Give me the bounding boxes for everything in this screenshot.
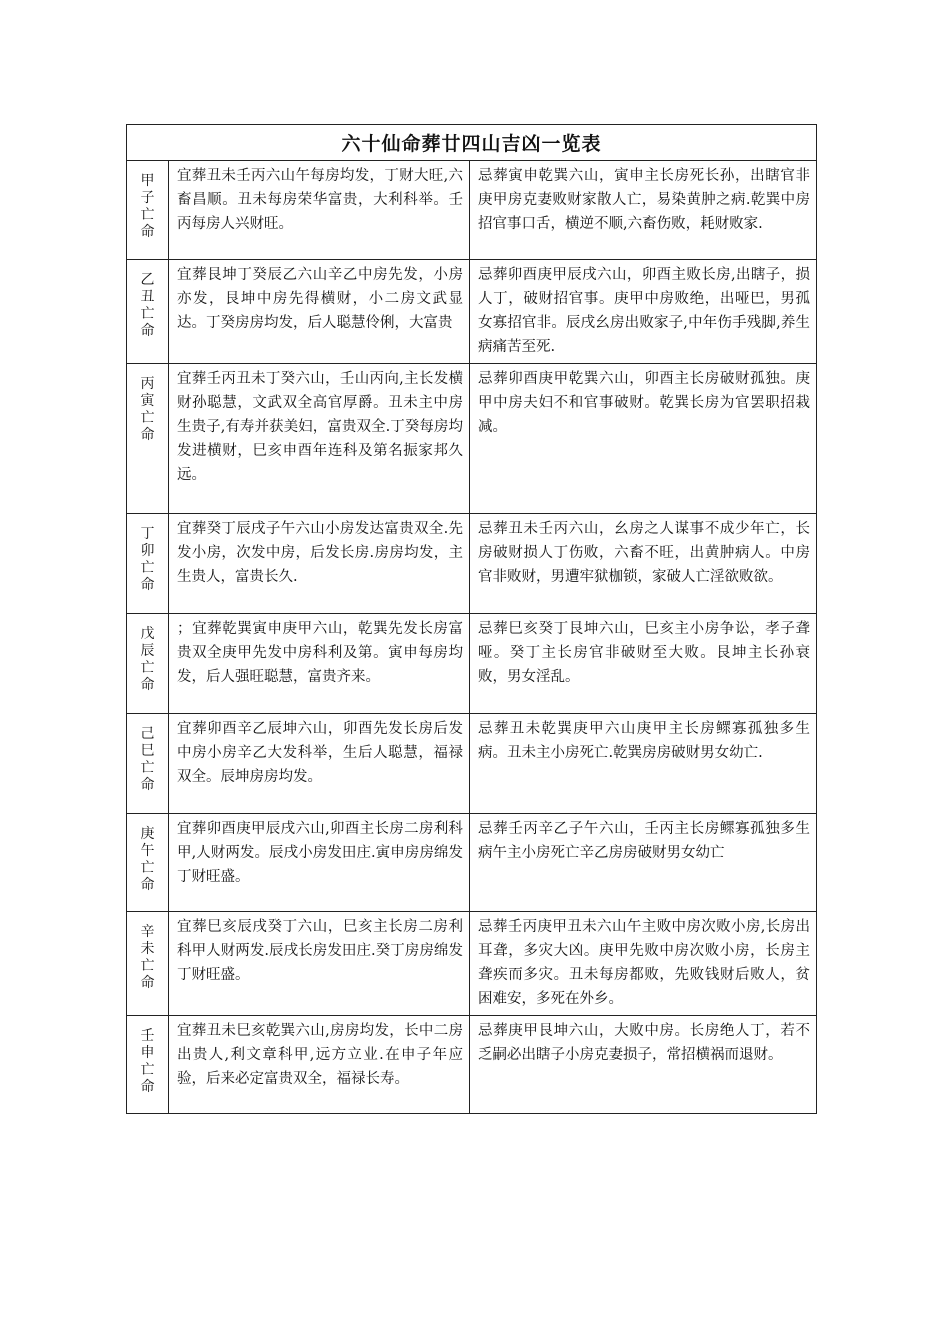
row-name-cell xyxy=(127,364,169,514)
row-name: 戊辰亡命 xyxy=(140,626,155,693)
inauspicious-text: 忌葬卯酉庚甲乾巽六山，卯酉主长房破财孤独。庚甲中房夫妇不和官事破财。乾巽长房为官罢职招栽减。 xyxy=(470,364,817,514)
auspicious-text: ；宜葬乾巽寅申庚甲六山，乾巽先发长房富贵双全庚甲先发中房科利及第。寅申每房均发，后人强旺聪慧，富贵齐来。 xyxy=(169,614,470,714)
table-row xyxy=(127,714,817,814)
row-name: 辛未亡命 xyxy=(140,924,155,991)
row-name-cell xyxy=(127,912,169,1016)
row-name: 丁卯亡命 xyxy=(140,526,155,593)
row-name-cell xyxy=(127,814,169,912)
table-row xyxy=(127,364,817,514)
table-row xyxy=(127,814,817,912)
row-name: 丙寅亡命 xyxy=(140,376,155,443)
row-name-cell xyxy=(127,514,169,614)
inauspicious-text: 忌葬壬丙庚甲丑未六山午主败中房次败小房,长房出耳聋，多灾大凶。庚甲先败中房次败小房，长房主聋疾而多灾。丑未每房都败，先败钱财后败人，贫困难安，多死在外乡。 xyxy=(470,912,817,1016)
row-name-cell xyxy=(127,161,169,260)
inauspicious-text: 忌葬壬丙辛乙子午六山，壬丙主长房鳏寡孤独多生病午主小房死亡辛乙房房破财男女幼亡 xyxy=(470,814,817,912)
inauspicious-text: 忌葬巳亥癸丁艮坤六山，巳亥主小房争讼，孝子聋哑。癸丁主长房官非破财至大败。艮坤主长孙衰败，男女淫乱。 xyxy=(470,614,817,714)
row-name: 己巳亡命 xyxy=(140,726,155,793)
inauspicious-text: 忌葬丑未乾巽庚甲六山庚甲主长房鳏寡孤独多生病。丑未主小房死亡.乾巽房房破财男女幼亡. xyxy=(470,714,817,814)
table-row xyxy=(127,260,817,364)
row-name-cell xyxy=(127,714,169,814)
lifespan-table xyxy=(126,124,817,1114)
row-name-cell xyxy=(127,260,169,364)
auspicious-text: 宜葬癸丁辰戌子午六山小房发达富贵双全.先发小房，次发中房，后发长房.房房均发，主生贵人，富贵长久. xyxy=(169,514,470,614)
auspicious-text: 宜葬壬丙丑未丁癸六山，壬山丙向,主长发横财孙聪慧，文武双全高官厚爵。丑未主中房生贵子,有寿并获美妇，富贵双全.丁癸每房均发进横财，巳亥申酉年连科及第名振家邦久远。 xyxy=(169,364,470,514)
auspicious-text: 宜葬卯酉庚甲辰戌六山,卯酉主长房二房利科甲,人财两发。辰戌小房发田庄.寅申房房绵发丁财旺盛。 xyxy=(169,814,470,912)
inauspicious-text: 忌葬庚甲艮坤六山，大败中房。长房绝人丁，若不乏嗣必出瞎子小房克妻损子，常招横祸而退财。 xyxy=(470,1016,817,1114)
auspicious-text: 宜葬丑未壬丙六山午每房均发，丁财大旺,六畜昌顺。丑未每房荣华富贵，大利科举。壬丙每房人兴财旺。 xyxy=(169,161,470,260)
row-name: 乙丑亡命 xyxy=(140,272,155,339)
inauspicious-text: 忌葬寅申乾巽六山，寅申主长房死长孙，出瞎官非庚甲房克妻败财家散人亡，易染黄肿之病.乾巽中房招官事口舌，横逆不顺,六畜伤败，耗财败家. xyxy=(470,161,817,260)
row-name: 壬申亡命 xyxy=(140,1028,155,1095)
inauspicious-text: 忌葬丑未壬丙六山，幺房之人谋事不成少年亡，长房破财损人丁伤败，六畜不旺，出黄肿病人。中房官非败财，男遭牢狱枷锁，家破人亡淫欲败欲。 xyxy=(470,514,817,614)
table-title: 六十仙命葬廿四山吉凶一览表 xyxy=(127,125,817,161)
table-row xyxy=(127,614,817,714)
auspicious-text: 宜葬卯酉辛乙辰坤六山，卯酉先发长房后发中房小房辛乙大发科举，生后人聪慧，福禄双全。辰坤房房均发。 xyxy=(169,714,470,814)
table-row xyxy=(127,1016,817,1114)
auspicious-text: 宜葬丑未巳亥乾巽六山,房房均发，长中二房出贵人,利文章科甲,远方立业.在申子年应验，后来必定富贵双全，福禄长寿。 xyxy=(169,1016,470,1114)
row-name: 庚午亡命 xyxy=(140,826,155,893)
row-name-cell xyxy=(127,614,169,714)
table-row xyxy=(127,912,817,1016)
title-row xyxy=(127,125,817,161)
table-row xyxy=(127,161,817,260)
inauspicious-text: 忌葬卯酉庚甲辰戌六山，卯酉主败长房,出瞎子，损人丁，破财招官事。庚甲中房败绝，出哑巴，男孤女寡招官非。辰戌幺房出败家子,中年伤手残脚,养生病痛苦至死. xyxy=(470,260,817,364)
row-name: 甲子亡命 xyxy=(140,173,155,240)
auspicious-text: 宜葬巳亥辰戌癸丁六山，巳亥主长房二房利科甲人财两发.辰戌长房发田庄.癸丁房房绵发丁财旺盛。 xyxy=(169,912,470,1016)
auspicious-text: 宜葬艮坤丁癸辰乙六山辛乙中房先发，小房亦发，艮坤中房先得横财，小二房文武显达。丁癸房房均发，后人聪慧伶俐，大富贵 xyxy=(169,260,470,364)
table-row xyxy=(127,514,817,614)
row-name-cell xyxy=(127,1016,169,1114)
